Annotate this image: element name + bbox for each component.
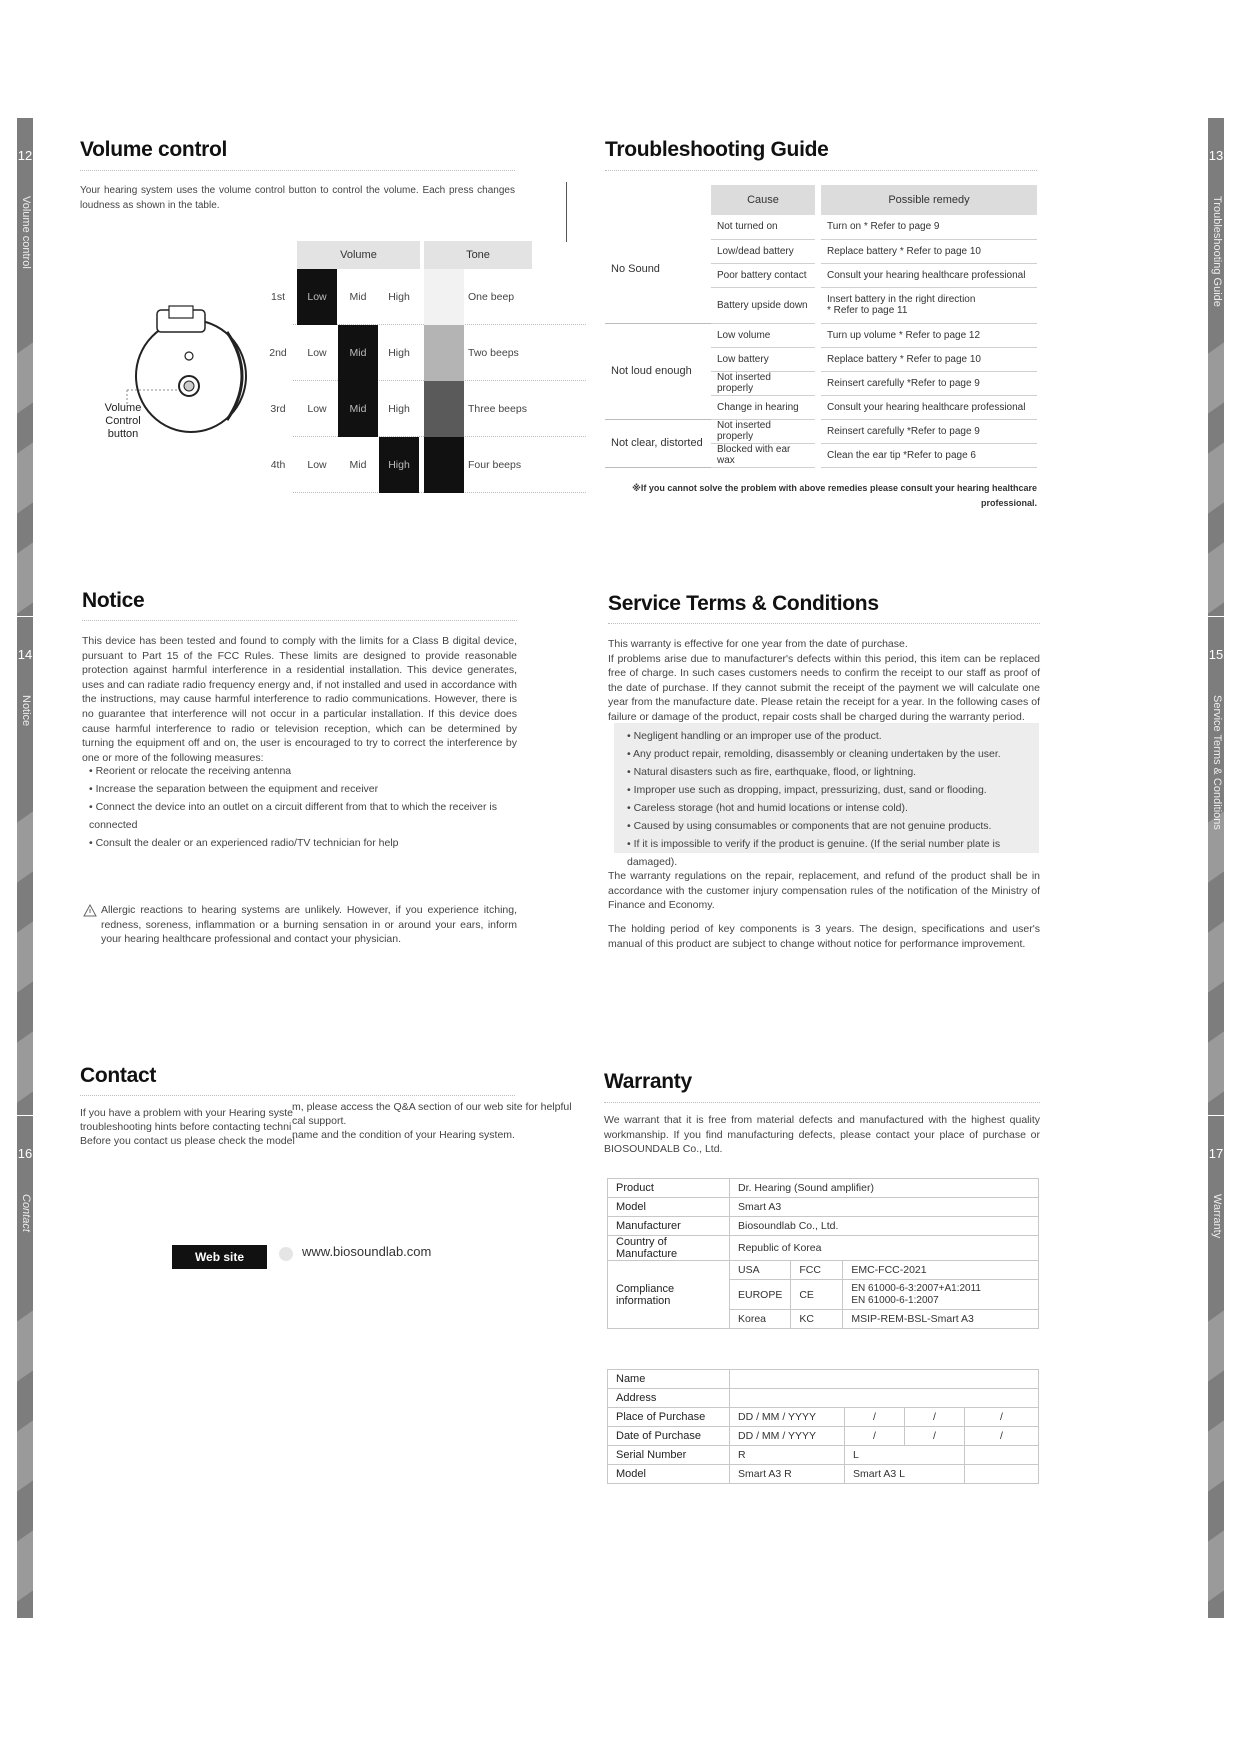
date-separator: / xyxy=(845,1408,905,1427)
address-label: Address xyxy=(608,1389,730,1408)
list-item: • Natural disasters such as fire, earthquake, flood, or lightning. xyxy=(627,763,1037,781)
page-title: Service Terms & Conditions xyxy=(608,592,879,615)
date-separator: / xyxy=(965,1408,1039,1427)
remedy: Turn up volume * Refer to page 12 xyxy=(821,323,1037,347)
list-item: • Reorient or relocate the receiving antenna xyxy=(89,762,529,780)
tab-label: Notice xyxy=(20,695,32,727)
volume-low: Low xyxy=(307,459,327,471)
model-label: Model xyxy=(608,1465,730,1484)
tone-beeps: Four beeps xyxy=(468,459,522,471)
model-left: Smart A3 L xyxy=(845,1465,965,1484)
volume-table-row xyxy=(270,437,586,493)
tone-beeps: Three beeps xyxy=(468,403,527,415)
compliance-cert-line: EN 61000-6-1:2007 xyxy=(851,1294,939,1306)
serial-empty xyxy=(965,1446,1039,1465)
header-remedy: Possible remedy xyxy=(821,185,1037,215)
volume-high: High xyxy=(388,291,410,303)
volume-table-row xyxy=(270,269,586,325)
compliance-cert-line: EN 61000-6-3:2007+A1:2011 xyxy=(851,1282,981,1294)
list-item: • Careless storage (hot and humid locations or intense cold). xyxy=(627,799,1037,817)
volume-high: High xyxy=(388,403,410,415)
list-item: • Improper use such as dropping, impact, pressurizing, dust, sand or flooding. xyxy=(627,781,1037,799)
warranty-intro: This warranty is effective for one year from the date of purchase. If problems arise due to manufacturer's defects within this period, this item can be replaced free of charge. In such cases customers needs to confirm the receipt to our staff as proof of the date of purchase. If they cannot submit the receipt of the payment we will calculate one year from the manufacture date. Please retain the receipt for a year. In the following cases of failure or damage of the product, repair costs shall be charged during the warranty period. xyxy=(608,638,1040,723)
contact-line-2a: troubleshooting hints before contacting techni xyxy=(80,1121,292,1133)
tab-label: Troubleshooting Guide xyxy=(1211,196,1223,307)
cause: Not turned on xyxy=(711,215,815,239)
remedy xyxy=(821,287,1037,323)
tone-swatch xyxy=(424,437,464,493)
intro-text: Your hearing system uses the volume control button to control the volume. Each press changes loudness as shown in the table. xyxy=(80,185,515,211)
tab-label: Warranty xyxy=(1211,1194,1223,1239)
volume-high: High xyxy=(379,437,419,493)
volume-step: 3rd xyxy=(270,403,286,415)
list-item: • Connect the device into an outlet on a circuit different from that to which the receiver is connected xyxy=(89,798,529,834)
tab-label: Volume control xyxy=(20,196,32,269)
cause: Change in hearing xyxy=(711,395,815,419)
remedy: Consult your hearing healthcare professional xyxy=(821,263,1037,287)
contact-line-3b: name and the condition of your Hearing system. xyxy=(292,1129,515,1141)
regulation-text: The warranty regulations on the repair, replacement, and refund of the product shall be in accordance with the customer injury compensation rules of the notification of the Ministry of Finance and Economy. xyxy=(608,870,1040,912)
volume-table-row xyxy=(270,381,586,437)
contact-line-3a: Before you contact us please check the model xyxy=(80,1135,295,1147)
page-title: Contact xyxy=(80,1064,157,1087)
spread-notice-service xyxy=(17,589,1224,1115)
remedy: Clean the ear tip *Refer to page 6 xyxy=(821,443,1037,467)
table-row xyxy=(605,419,1037,443)
page-tab-17[interactable] xyxy=(1208,1116,1224,1618)
cause: Low volume xyxy=(711,323,815,347)
tone-swatch xyxy=(424,269,464,325)
volume-mid: Mid xyxy=(338,325,378,381)
page-number: 12 xyxy=(17,148,33,163)
model-right: Smart A3 R xyxy=(730,1465,845,1484)
list-item: • Caused by using consumables or components that are not genuine products. xyxy=(627,817,1037,835)
list-item: • Negligent handling or an improper use of the product. xyxy=(627,727,1037,745)
page-title: Notice xyxy=(82,589,145,612)
contact-line-1b: m, please access the Q&A section of our web site for helpful xyxy=(292,1101,572,1113)
volume-mid: Mid xyxy=(349,291,367,303)
page-number: 16 xyxy=(17,1146,33,1161)
table-row xyxy=(605,215,1037,239)
date-separator: / xyxy=(965,1427,1039,1446)
volume-high: High xyxy=(388,347,410,359)
product-value: Dr. Hearing (Sound amplifier) xyxy=(730,1179,1039,1198)
serial-label: Serial Number xyxy=(608,1446,730,1465)
divider xyxy=(80,1095,515,1096)
page-title: Troubleshooting Guide xyxy=(605,138,829,161)
manufacturer-value: Biosoundlab Co., Ltd. xyxy=(730,1217,1039,1236)
compliance-cert: EMC-FCC-2021 xyxy=(843,1261,1039,1280)
serial-right[interactable]: R xyxy=(730,1446,845,1465)
warning-icon xyxy=(83,904,97,917)
page-number: 15 xyxy=(1208,647,1224,662)
symptom: Not loud enough xyxy=(605,323,711,419)
divider xyxy=(605,170,1037,171)
volume-step: 2nd xyxy=(269,347,287,359)
cause: Poor battery contact xyxy=(711,263,815,287)
remedy: Reinsert carefully *Refer to page 9 xyxy=(821,371,1037,395)
compliance-label: Compliance information xyxy=(608,1261,730,1329)
page-tab-14[interactable] xyxy=(17,617,33,1115)
divider xyxy=(608,623,1040,624)
header-tone: Tone xyxy=(424,241,532,269)
date-separator: / xyxy=(845,1427,905,1446)
date-separator: / xyxy=(905,1408,965,1427)
tone-beeps: One beep xyxy=(468,291,515,303)
volume-low: Low xyxy=(297,269,337,325)
list-item: • Any product repair, remolding, disassembly or cleaning undertaken by the user. xyxy=(627,745,1037,763)
website-url-link[interactable]: www.biosoundlab.com xyxy=(302,1244,432,1259)
place-label: Place of Purchase xyxy=(608,1408,730,1427)
compliance-region: Korea xyxy=(730,1310,791,1329)
header-volume: Volume xyxy=(297,241,420,269)
purchase-info-table xyxy=(607,1369,1039,1484)
address-field[interactable] xyxy=(730,1389,1039,1408)
page-number: 17 xyxy=(1208,1146,1224,1161)
header-cause: Cause xyxy=(711,185,815,215)
cause: Low/dead battery xyxy=(711,239,815,263)
tab-label: Service Terms & Conditions xyxy=(1211,695,1223,830)
divider xyxy=(604,1102,1040,1103)
cause: Low battery xyxy=(711,347,815,371)
page-tab-12[interactable] xyxy=(17,118,33,616)
cause: Not inserted properly xyxy=(711,419,815,443)
remedy-line: * Refer to page 11 xyxy=(827,305,908,316)
divider xyxy=(82,620,517,621)
name-field[interactable] xyxy=(730,1370,1039,1389)
remedy: Turn on * Refer to page 9 xyxy=(821,215,1037,239)
purchase-date-placeholder[interactable]: DD / MM / YYYY xyxy=(730,1427,845,1446)
compliance-mark: FCC xyxy=(791,1261,843,1280)
country-label: Country of Manufacture xyxy=(608,1236,730,1261)
model-value: Smart A3 xyxy=(730,1198,1039,1217)
page-tab-13[interactable] xyxy=(1208,118,1224,616)
remedy: Replace battery * Refer to page 10 xyxy=(821,239,1037,263)
tab-label: Contact xyxy=(20,1194,32,1232)
page-tab-16[interactable] xyxy=(17,1116,33,1618)
compliance-cert: MSIP-REM-BSL-Smart A3 xyxy=(843,1310,1039,1329)
cause: Battery upside down xyxy=(711,287,815,323)
country-value: Republic of Korea xyxy=(730,1236,1039,1261)
divider xyxy=(80,170,515,171)
contact-text xyxy=(80,1100,572,1147)
compliance-region: USA xyxy=(730,1261,791,1280)
volume-low: Low xyxy=(307,347,327,359)
remedy: Replace battery * Refer to page 10 xyxy=(821,347,1037,371)
spread-contact-warranty xyxy=(17,1064,1224,1618)
model-empty xyxy=(965,1465,1039,1484)
manufacturer-label: Manufacturer xyxy=(608,1217,730,1236)
volume-step: 1st xyxy=(270,291,285,303)
fcc-notice-text: This device has been tested and found to comply with the limits for a Class B digital device, pursuant to Part 15 of the FCC Rules. These limits are designed to provide reasonable protection against harmful interference in a residential installation. This device generates, uses and can radiate radio frequency energy and, if not installed and used in accordance with the instructions, may cause harmful interference to radio communications. However, there is no guarantee that interference will not occur in a particular installation. If this device does cause harmful interference to radio or television reception, which can be determined by turning the equipment off and on, the user is encouraged to try to correct the interference by one or more of the following measures: xyxy=(82,635,517,764)
interference-measures-list xyxy=(89,762,529,852)
list-item: • Increase the separation between the equipment and receiver xyxy=(89,780,529,798)
allergy-warning: Allergic reactions to hearing systems are unlikely. However, if you experience itching, redness, soreness, inflammation or a burning sensation in or around your ears, inform your hearing healthcare professional and contact your physician. xyxy=(101,904,517,946)
list-item: • Consult the dealer or an experienced radio/TV technician for help xyxy=(89,834,529,852)
product-label: Product xyxy=(608,1179,730,1198)
page-tab-15[interactable] xyxy=(1208,617,1224,1115)
page-number: 14 xyxy=(17,647,33,662)
cause: Not inserted properly xyxy=(711,371,815,395)
volume-mid: Mid xyxy=(338,381,378,437)
list-item: • If it is impossible to verify if the product is genuine. (If the serial number plate is damaged). xyxy=(627,835,1037,871)
name-label: Name xyxy=(608,1370,730,1389)
tone-beeps: Two beeps xyxy=(468,347,519,359)
tone-swatch xyxy=(424,381,464,437)
product-info-table xyxy=(607,1178,1039,1329)
warranty-text: We warrant that it is free from material defects and manufactured with the highest quality workmanship. If you find manufacturing defects, please contact your place of purchase or BIOSOUNDALB Co., Ltd. xyxy=(604,1114,1040,1156)
page-number: 13 xyxy=(1208,148,1224,163)
compliance-mark: CE xyxy=(791,1280,843,1310)
cause: Blocked with ear wax xyxy=(711,443,815,467)
page-title: Volume control xyxy=(80,138,228,161)
table-row xyxy=(605,323,1037,347)
footnote: ※If you cannot solve the problem with above remedies please consult your hearing healthcare professional. xyxy=(632,483,1037,508)
compliance-mark: KC xyxy=(791,1310,843,1329)
scan-bracket xyxy=(561,182,567,242)
play-arrow-icon xyxy=(279,1247,293,1261)
components-text: The holding period of key components is 3 years. The design, specifications and user's manual of this product are subject to change without notice for performance improvement. xyxy=(608,923,1040,950)
page-title: Warranty xyxy=(604,1070,692,1093)
remedy: Consult your hearing healthcare professional xyxy=(821,395,1037,419)
compliance-region: EUROPE xyxy=(730,1280,791,1310)
volume-control-button-label: Volume Control button xyxy=(104,402,142,440)
charged-cases-list xyxy=(627,727,1037,871)
symptom: Not clear, distorted xyxy=(605,419,711,467)
tone-swatch xyxy=(424,325,464,381)
remedy-line: Insert battery in the right direction xyxy=(827,294,976,305)
date-separator: / xyxy=(905,1427,965,1446)
volume-low: Low xyxy=(307,403,327,415)
troubleshooting-table xyxy=(605,185,1037,468)
contact-line-2b: cal support. xyxy=(292,1115,347,1127)
volume-mid: Mid xyxy=(349,459,367,471)
contact-line-1a: If you have a problem with your Hearing syste xyxy=(80,1107,294,1119)
serial-left[interactable]: L xyxy=(845,1446,965,1465)
date-label: Date of Purchase xyxy=(608,1427,730,1446)
volume-step: 4th xyxy=(270,459,286,471)
volume-table-row xyxy=(269,325,586,381)
website-button[interactable]: Web site xyxy=(172,1245,267,1269)
model-label: Model xyxy=(608,1198,730,1217)
compliance-cert xyxy=(843,1280,1039,1310)
place-date-placeholder[interactable]: DD / MM / YYYY xyxy=(730,1408,845,1427)
remedy: Reinsert carefully *Refer to page 9 xyxy=(821,419,1037,443)
spread-volume-troubleshooting xyxy=(17,118,1224,616)
symptom: No Sound xyxy=(605,215,711,323)
